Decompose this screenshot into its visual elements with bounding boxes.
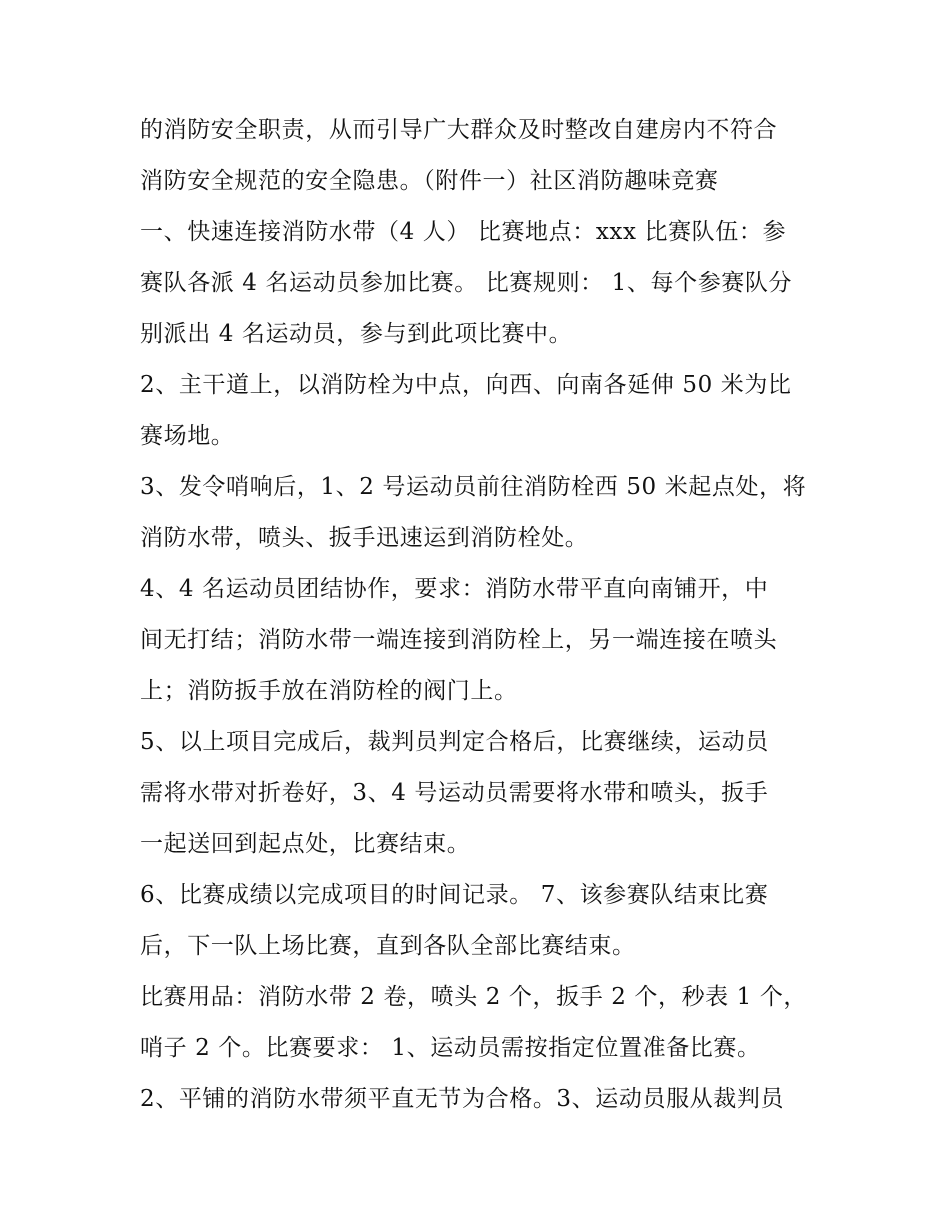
text-line: 比赛用品：消防水带 2 卷，喷头 2 个，扳手 2 个，秒表 1 个，	[140, 984, 808, 1010]
text-line: 一起送回到起点处，比赛结束。	[140, 831, 471, 857]
text-line: 别派出 4 名运动员，参与到此项比赛中。	[140, 321, 573, 347]
text-line: 消防水带，喷头、扳手迅速运到消防栓处。	[140, 525, 589, 551]
text-line: 一、快速连接消防水带（4 人） 比赛地点：xxx 比赛队伍：参	[140, 219, 787, 245]
text-line: 6、比赛成绩以完成项目的时间记录。 7、该参赛队结束比赛	[140, 882, 769, 908]
text-line: 需将水带对折卷好，3、4 号运动员需要将水带和喷头，扳手	[140, 780, 769, 806]
text-line: 赛队各派 4 名运动员参加比赛。 比赛规则： 1、每个参赛队分	[140, 270, 793, 296]
text-line: 赛场地。	[140, 423, 235, 449]
text-line: 2、平铺的消防水带须平直无节为合格。3、运动员服从裁判员	[140, 1086, 785, 1112]
text-line: 上；消防扳手放在消防栓的阀门上。	[140, 678, 518, 704]
text-line: 2、主干道上，以消防栓为中点，向西、向南各延伸 50 米为比	[140, 372, 792, 398]
text-line: 哨子 2 个。比赛要求： 1、运动员需按指定位置准备比赛。	[140, 1035, 761, 1061]
document-body	[140, 105, 830, 1125]
text-line: 的消防安全职责，从而引导广大群众及时整改自建房内不符合	[140, 117, 778, 143]
text-line: 消防安全规范的安全隐患。（附件一）社区消防趣味竞赛	[140, 168, 719, 194]
text-line: 3、发令哨响后，1、2 号运动员前往消防栓西 50 米起点处，将	[140, 474, 807, 500]
text-line: 间无打结；消防水带一端连接到消防栓上，另一端连接在喷头	[140, 627, 778, 653]
text-line: 5、以上项目完成后，裁判员判定合格后，比赛继续，运动员	[140, 729, 769, 755]
text-line: 4、4 名运动员团结协作，要求：消防水带平直向南铺开，中	[140, 576, 769, 602]
text-line: 后，下一队上场比赛，直到各队全部比赛结束。	[140, 933, 636, 959]
